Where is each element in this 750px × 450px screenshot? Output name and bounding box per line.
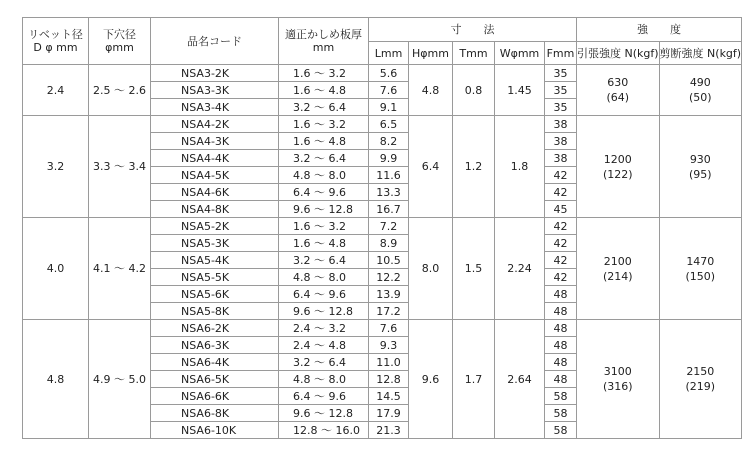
shear-strength-cell-kgf: (150) [685,269,716,283]
grip-range-cell: 9.6 ～ 12.8 [279,303,369,320]
length-L-cell: 11.6 [369,167,409,184]
tensile-strength-cell-kgf: (214) [602,269,633,283]
head-dia-H-cell: 8.0 [409,218,453,320]
length-L-cell: 21.3 [369,422,409,439]
part-code-cell: NSA5-5K [151,269,279,286]
part-code-cell: NSA3-3K [151,82,279,99]
length-L-cell: 12.2 [369,269,409,286]
table-header [23,18,742,65]
grip-range-cell: 2.4 ～ 4.8 [279,337,369,354]
rivet-dia-cell: 3.2 [23,116,89,218]
grip-range-cell: 12.8 ～ 16.0 [279,422,369,439]
length-L-cell: 9.3 [369,337,409,354]
length-L-cell: 7.6 [369,320,409,337]
header-hole-dia-label: 下穴径 [103,28,136,41]
mandrel-dia-W-cell: 2.24 [495,218,545,320]
header-shear: 剪断強度 N(kgf) [659,42,742,65]
grip-range-cell: 6.4 ～ 9.6 [279,388,369,405]
tensile-strength-cell-kgf: (64) [606,91,630,104]
table-row [23,116,742,133]
part-code-cell: NSA5-8K [151,303,279,320]
part-code-cell: NSA6-5K [151,371,279,388]
head-dia-H-cell: 6.4 [409,116,453,218]
part-code-cell: NSA6-6K [151,388,279,405]
mandrel-length-F-cell: 42 [545,269,577,286]
header-H: Hφmm [409,42,453,65]
header-rivet-dia-label: リベット径 [28,28,83,41]
mandrel-length-F-cell: 48 [545,337,577,354]
shear-strength-cell-n: 1470 [686,254,715,268]
grip-range-cell: 1.6 ～ 3.2 [279,218,369,235]
part-code-cell: NSA5-4K [151,252,279,269]
part-code-cell: NSA4-3K [151,133,279,150]
length-L-cell: 7.6 [369,82,409,99]
header-rivet-dia-unit: D φ mm [33,41,78,54]
shear-strength-cell-n: 2150 [686,365,715,378]
mandrel-length-F-cell: 35 [545,99,577,116]
table-row [23,320,742,337]
shear-strength-cell-kgf: (50) [689,91,712,104]
tensile-strength-cell [577,116,660,218]
grip-range-cell: 9.6 ～ 12.8 [279,405,369,422]
mandrel-length-F-cell: 42 [545,184,577,201]
part-code-cell: NSA6-3K [151,337,279,354]
grip-range-cell: 2.4 ～ 3.2 [279,320,369,337]
part-code-cell: NSA5-3K [151,235,279,252]
part-code-cell: NSA6-10K [151,422,279,439]
rivet-spec-table [22,17,742,439]
grip-range-cell: 6.4 ～ 9.6 [279,184,369,201]
length-L-cell: 7.2 [369,218,409,235]
mandrel-length-F-cell: 35 [545,82,577,99]
grip-range-cell: 3.2 ～ 6.4 [279,99,369,116]
mandrel-length-F-cell: 58 [545,405,577,422]
tensile-strength-cell-kgf: (122) [602,167,633,181]
grip-range-cell: 6.4 ～ 9.6 [279,286,369,303]
rivet-dia-cell: 2.4 [23,65,89,116]
shear-strength-cell-n: 490 [689,76,711,89]
header-row-top [23,18,742,42]
shear-strength-cell [659,65,742,116]
tensile-strength-cell [577,65,660,116]
part-code-cell: NSA4-8K [151,201,279,218]
grip-range-cell: 3.2 ～ 6.4 [279,150,369,167]
mandrel-length-F-cell: 38 [545,133,577,150]
table-body [23,65,742,439]
head-dia-H-cell: 9.6 [409,320,453,439]
head-thick-T-cell: 1.2 [453,116,495,218]
length-L-cell: 13.9 [369,286,409,303]
length-L-cell: 17.9 [369,405,409,422]
rivet-dia-cell: 4.0 [23,218,89,320]
mandrel-length-F-cell: 38 [545,150,577,167]
mandrel-length-F-cell: 42 [545,167,577,184]
length-L-cell: 8.2 [369,133,409,150]
mandrel-length-F-cell: 48 [545,303,577,320]
mandrel-length-F-cell: 48 [545,320,577,337]
mandrel-length-F-cell: 48 [545,286,577,303]
part-code-cell: NSA4-6K [151,184,279,201]
grip-range-cell: 4.8 ～ 8.0 [279,269,369,286]
grip-range-cell: 3.2 ～ 6.4 [279,252,369,269]
mandrel-length-F-cell: 42 [545,235,577,252]
part-code-cell: NSA3-2K [151,65,279,82]
length-L-cell: 9.1 [369,99,409,116]
tensile-strength-cell-n: 2100 [603,254,632,268]
shear-strength-cell-kgf: (95) [689,167,712,181]
part-code-cell: NSA4-5K [151,167,279,184]
tensile-strength-cell-n: 1200 [603,152,632,166]
header-grip-unit: mm [312,41,335,54]
table-row [23,218,742,235]
mandrel-length-F-cell: 42 [545,252,577,269]
tensile-strength-cell [577,320,660,439]
part-code-cell: NSA6-8K [151,405,279,422]
header-hole-dia-unit: φmm [105,41,134,54]
mandrel-dia-W-cell: 2.64 [495,320,545,439]
mandrel-length-F-cell: 48 [545,354,577,371]
grip-range-cell: 1.6 ～ 4.8 [279,235,369,252]
tensile-strength-cell-n: 630 [607,76,629,89]
mandrel-length-F-cell: 35 [545,65,577,82]
header-rivet-dia [23,18,89,65]
length-L-cell: 10.5 [369,252,409,269]
length-L-cell: 13.3 [369,184,409,201]
grip-range-cell: 9.6 ～ 12.8 [279,201,369,218]
length-L-cell: 17.2 [369,303,409,320]
header-tensile: 引張強度 N(kgf) [577,42,660,65]
header-L: Lmm [369,42,409,65]
mandrel-dia-W-cell: 1.45 [495,65,545,116]
grip-range-cell: 1.6 ～ 3.2 [279,65,369,82]
part-code-cell: NSA3-4K [151,99,279,116]
hole-dia-cell: 3.3 ～ 3.4 [89,116,151,218]
part-code-cell: NSA6-4K [151,354,279,371]
part-code-cell: NSA6-2K [151,320,279,337]
length-L-cell: 6.5 [369,116,409,133]
grip-range-cell: 1.6 ～ 4.8 [279,133,369,150]
length-L-cell: 8.9 [369,235,409,252]
head-thick-T-cell: 1.5 [453,218,495,320]
head-dia-H-cell: 4.8 [409,65,453,116]
header-part-code: 品名コード [151,18,279,65]
header-grip-label: 適正かしめ板厚 [285,28,362,41]
hole-dia-cell: 4.9 ～ 5.0 [89,320,151,439]
part-code-cell: NSA5-2K [151,218,279,235]
length-L-cell: 5.6 [369,65,409,82]
mandrel-length-F-cell: 58 [545,388,577,405]
length-L-cell: 14.5 [369,388,409,405]
mandrel-length-F-cell: 48 [545,371,577,388]
grip-range-cell: 4.8 ～ 8.0 [279,167,369,184]
grip-range-cell: 3.2 ～ 6.4 [279,354,369,371]
length-L-cell: 16.7 [369,201,409,218]
part-code-cell: NSA4-4K [151,150,279,167]
shear-strength-cell [659,116,742,218]
shear-strength-cell [659,320,742,439]
tensile-strength-cell [577,218,660,320]
header-F: Fmm [545,42,577,65]
shear-strength-cell [659,218,742,320]
grip-range-cell: 1.6 ～ 3.2 [279,116,369,133]
length-L-cell: 11.0 [369,354,409,371]
header-W: Wφmm [495,42,545,65]
header-dimensions: 寸 法 [369,18,577,42]
shear-strength-cell-n: 930 [689,152,711,166]
length-L-cell: 12.8 [369,371,409,388]
grip-range-cell: 1.6 ～ 4.8 [279,82,369,99]
mandrel-dia-W-cell: 1.8 [495,116,545,218]
length-L-cell: 9.9 [369,150,409,167]
header-hole-dia [89,18,151,65]
grip-range-cell: 4.8 ～ 8.0 [279,371,369,388]
header-T: Tmm [453,42,495,65]
header-grip-range [279,18,369,65]
head-thick-T-cell: 0.8 [453,65,495,116]
mandrel-length-F-cell: 58 [545,422,577,439]
header-strength: 強 度 [577,18,742,42]
tensile-strength-cell-kgf: (316) [602,380,633,393]
head-thick-T-cell: 1.7 [453,320,495,439]
table-row [23,65,742,82]
shear-strength-cell-kgf: (219) [685,380,716,393]
mandrel-length-F-cell: 38 [545,116,577,133]
tensile-strength-cell-n: 3100 [603,365,632,378]
part-code-cell: NSA4-2K [151,116,279,133]
mandrel-length-F-cell: 42 [545,218,577,235]
rivet-dia-cell: 4.8 [23,320,89,439]
mandrel-length-F-cell: 45 [545,201,577,218]
hole-dia-cell: 4.1 ～ 4.2 [89,218,151,320]
part-code-cell: NSA5-6K [151,286,279,303]
hole-dia-cell: 2.5 ～ 2.6 [89,65,151,116]
